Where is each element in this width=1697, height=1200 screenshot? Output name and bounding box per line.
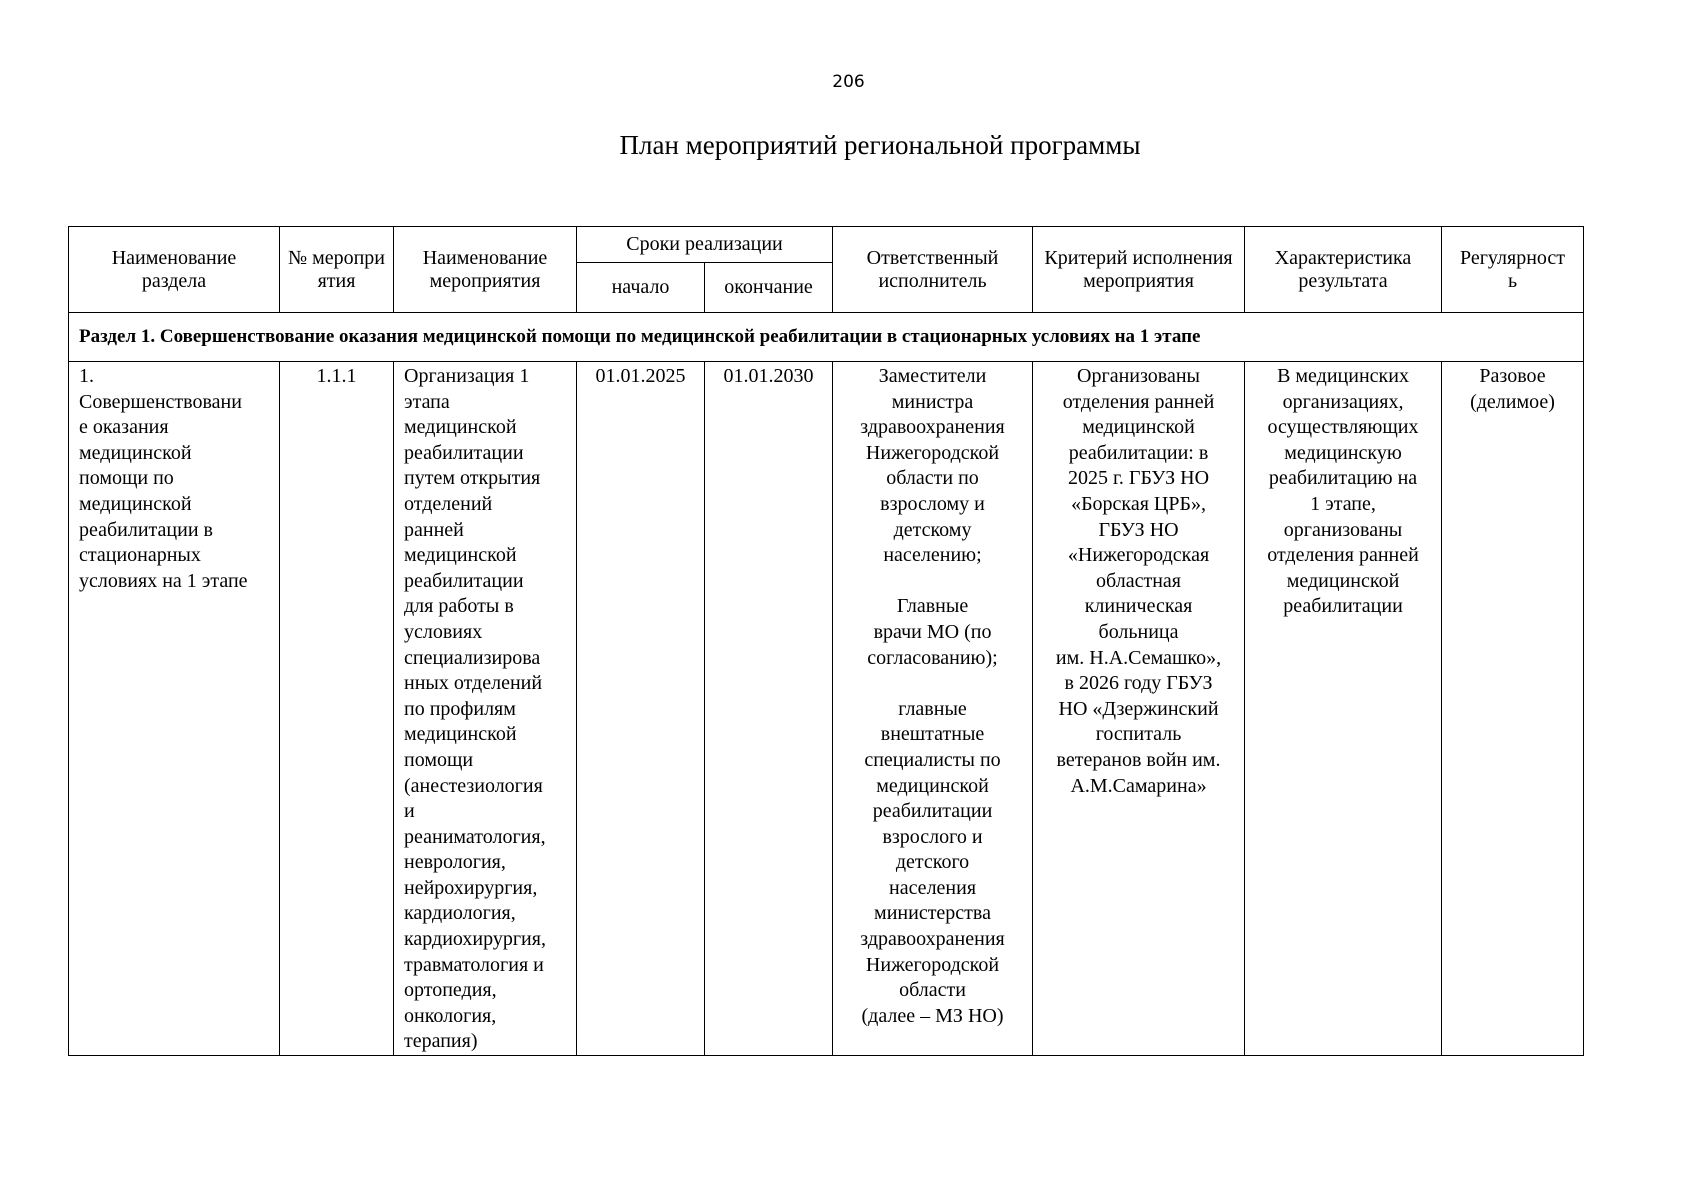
table-row <box>69 362 1584 1056</box>
plan-table <box>68 226 1584 1056</box>
document-title: План мероприятий региональной программы <box>619 130 1141 160</box>
header-section-name: Наименование раздела <box>69 227 280 313</box>
cell-result: В медицинских организациях, осуществляющих медицинскую реабилитацию на 1 этапе, организованы отделения ранней медицинской реабилитации <box>1245 362 1442 1056</box>
cell-responsible: Заместители министра здравоохранения Нижегородской области по взрослому и детскому населению; Главные врачи МО (по согласованию); главные внештатные специалисты по медицинской реабилитации взрослого и детского населения министерства здравоохранения Нижегородской области (далее – МЗ НО) <box>833 362 1033 1056</box>
header-responsible: Ответственный исполнитель <box>833 227 1033 313</box>
header-start: начало <box>577 263 705 313</box>
header-activity-name: Наименование мероприятия <box>394 227 577 313</box>
cell-regularity: Разовое (делимое) <box>1442 362 1584 1056</box>
header-end: окончание <box>705 263 833 313</box>
section-row: Раздел 1. Совершенствование оказания медицинской помощи по медицинской реабилитации в стационарных условиях на 1 этапе <box>69 313 1584 362</box>
header-regularity: Регулярност ь <box>1442 227 1584 313</box>
cell-activity-name: Организация 1 этапа медицинской реабилитации путем открытия отделений ранней медицинской реабилитации для работы в условиях специализирова нных отделений по профилям медицинской помощи (анестезиология и реаниматология, неврология, нейрохирургия, кардиология, кардиохирургия, травматология и ортопедия, онкология, терапия) <box>394 362 577 1056</box>
cell-section-name: 1. Совершенствовани е оказания медицинской помощи по медицинской реабилитации в стационарных условиях на 1 этапе <box>69 362 280 1056</box>
cell-start: 01.01.2025 <box>577 362 705 1056</box>
cell-number: 1.1.1 <box>280 362 394 1056</box>
cell-end: 01.01.2030 <box>705 362 833 1056</box>
header-criterion: Критерий исполнения мероприятия <box>1033 227 1245 313</box>
header-result: Характеристика результата <box>1245 227 1442 313</box>
page-number: 206 <box>832 72 865 92</box>
header-terms: Сроки реализации <box>577 227 833 263</box>
header-number: № меропри ятия <box>280 227 394 313</box>
cell-criterion: Организованы отделения ранней медицинской реабилитации: в 2025 г. ГБУЗ НО «Борская ЦРБ», ГБУЗ НО «Нижегородская областная клиническая больница им. Н.А.Семашко», в 2026 году ГБУЗ НО «Дзержинский госпиталь ветеранов войн им. А.М.Самарина» <box>1033 362 1245 1056</box>
